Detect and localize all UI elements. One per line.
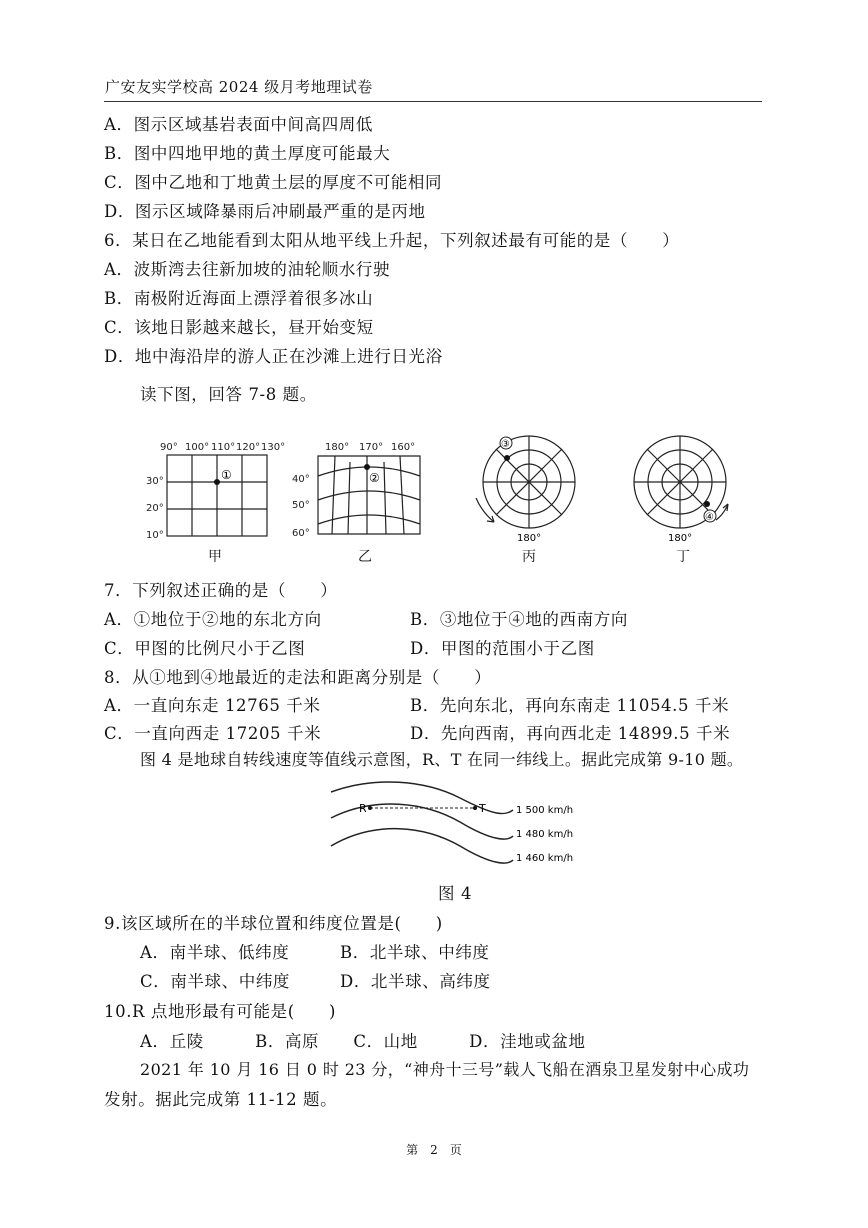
question-10: 10.R 点地形最有可能是( ) xyxy=(104,1002,336,1021)
q9-option-b: B．北半球、中纬度 xyxy=(340,943,490,962)
point-t-marker xyxy=(473,806,477,810)
question-9: 9.该区域所在的半球位置和纬度位置是( ) xyxy=(104,914,443,933)
point-2-label: ② xyxy=(369,471,380,485)
exam-header: 广安友实学校高 2024 级月考地理试卷 xyxy=(105,78,373,96)
jia-lon-tick: 120° xyxy=(236,442,261,453)
jia-lat-tick: 10° xyxy=(146,530,164,541)
figure-4-caption: 图 4 xyxy=(438,884,473,903)
intro-9-10: 图 4 是地球自转线速度等值线示意图，R、T 在同一纬线上。据此完成第 9-10 题。 xyxy=(140,750,744,769)
q8-option-a: A．一直向东走 12765 千米 xyxy=(104,696,321,715)
contour-label-1460: 1 460 km/h xyxy=(516,853,574,864)
q6-option-c: C．该地日影越来越长，昼开始变短 xyxy=(104,318,374,337)
contour-label-1500: 1 500 km/h xyxy=(516,805,574,816)
contour-1460 xyxy=(331,829,513,863)
figure-yi-label: 乙 xyxy=(358,549,372,565)
q9-option-a: A．南半球、低纬度 xyxy=(140,943,290,962)
q6-option-d: D．地中海沿岸的游人正在沙滩上进行日光浴 xyxy=(104,347,443,366)
intro-7-8: 读下图，回答 7-8 题。 xyxy=(140,385,317,404)
q5-option-d: D．图示区域降暴雨后冲刷最严重的是丙地 xyxy=(104,202,426,221)
q5-option-c: C．图中乙地和丁地黄土层的厚度不可能相同 xyxy=(104,173,443,192)
point-4-label: ④ xyxy=(705,512,714,523)
q7-option-b: B．③地位于④地的西南方向 xyxy=(410,610,628,629)
question-8: 8．从①地到④地最近的走法和距离分别是（ ） xyxy=(104,668,492,687)
jia-lon-tick: 90° xyxy=(160,442,178,453)
bing-bottom-lon: 180° xyxy=(517,533,542,544)
question-7: 7．下列叙述正确的是（ ） xyxy=(104,581,338,600)
figure-ding xyxy=(620,430,745,550)
figure-ding-label: 丁 xyxy=(676,549,690,565)
question-6: 6．某日在乙地能看到太阳从地平线上升起，下列叙述最有可能的是（ ） xyxy=(104,231,680,250)
yi-lon-tick: 160° xyxy=(391,442,416,453)
q9-option-d: D．北半球、高纬度 xyxy=(340,972,491,991)
point-r-label: R xyxy=(359,802,367,815)
contour-label-1480: 1 480 km/h xyxy=(516,829,574,840)
point-3-label: ③ xyxy=(501,439,510,450)
intro-11-12-line1: 2021 年 10 月 16 日 0 时 23 分，“神舟十三号”载人飞船在酒泉卫星发射中心成功 xyxy=(140,1060,750,1079)
yi-lon-tick: 180° xyxy=(325,442,350,453)
point-t-label: T xyxy=(479,802,486,815)
q6-option-b: B．南极附近海面上漂浮着很多冰山 xyxy=(104,289,374,308)
point-1-label: ① xyxy=(221,468,232,482)
q7-option-a: A．①地位于②地的东北方向 xyxy=(104,610,322,629)
q7-option-c: C．甲图的比例尺小于乙图 xyxy=(104,639,306,658)
jia-lon-tick: 130° xyxy=(261,442,286,453)
page-number: 第 2 页 xyxy=(406,1143,462,1157)
q7-option-d: D．甲图的范围小于乙图 xyxy=(410,639,595,658)
jia-lat-tick: 30° xyxy=(146,476,164,487)
figure-bing-label: 丙 xyxy=(522,549,536,565)
point-1-marker xyxy=(214,479,220,485)
q8-option-c: C．一直向西走 17205 千米 xyxy=(104,724,322,743)
point-2-marker xyxy=(364,464,370,470)
point-4-marker xyxy=(704,501,710,507)
jia-lon-tick: 110° xyxy=(211,442,236,453)
q8-option-b: B．先向东北，再向东南走 11054.5 千米 xyxy=(410,696,730,715)
intro-11-12-line2: 发射。据此完成第 11-12 题。 xyxy=(104,1090,338,1109)
figure-jia-label: 甲 xyxy=(208,549,222,565)
q8-option-d: D．先向西南，再向西北走 14899.5 千米 xyxy=(410,724,731,743)
q9-option-c: C．南半球、中纬度 xyxy=(140,972,291,991)
yi-lat-tick: 60° xyxy=(292,528,310,539)
q6-option-a: A．波斯湾去往新加坡的油轮顺水行驶 xyxy=(104,260,391,279)
figure-bing xyxy=(468,430,588,550)
yi-lon-tick: 170° xyxy=(359,442,384,453)
q10-options: A．丘陵 B．高原 C．山地 D．洼地或盆地 xyxy=(140,1032,586,1051)
ding-bottom-lon: 180° xyxy=(668,533,693,544)
q5-option-a: A．图示区域基岩表面中间高四周低 xyxy=(104,115,374,134)
figure-4 xyxy=(325,778,595,876)
yi-lat-tick: 40° xyxy=(292,474,310,485)
header-divider xyxy=(104,101,762,102)
point-3-marker xyxy=(504,455,510,461)
jia-lat-tick: 20° xyxy=(146,503,164,514)
point-r-marker xyxy=(368,806,372,810)
yi-lat-tick: 50° xyxy=(292,500,310,511)
q5-option-b: B．图中四地甲地的黄土厚度可能最大 xyxy=(104,144,391,163)
jia-lon-tick: 100° xyxy=(185,442,210,453)
